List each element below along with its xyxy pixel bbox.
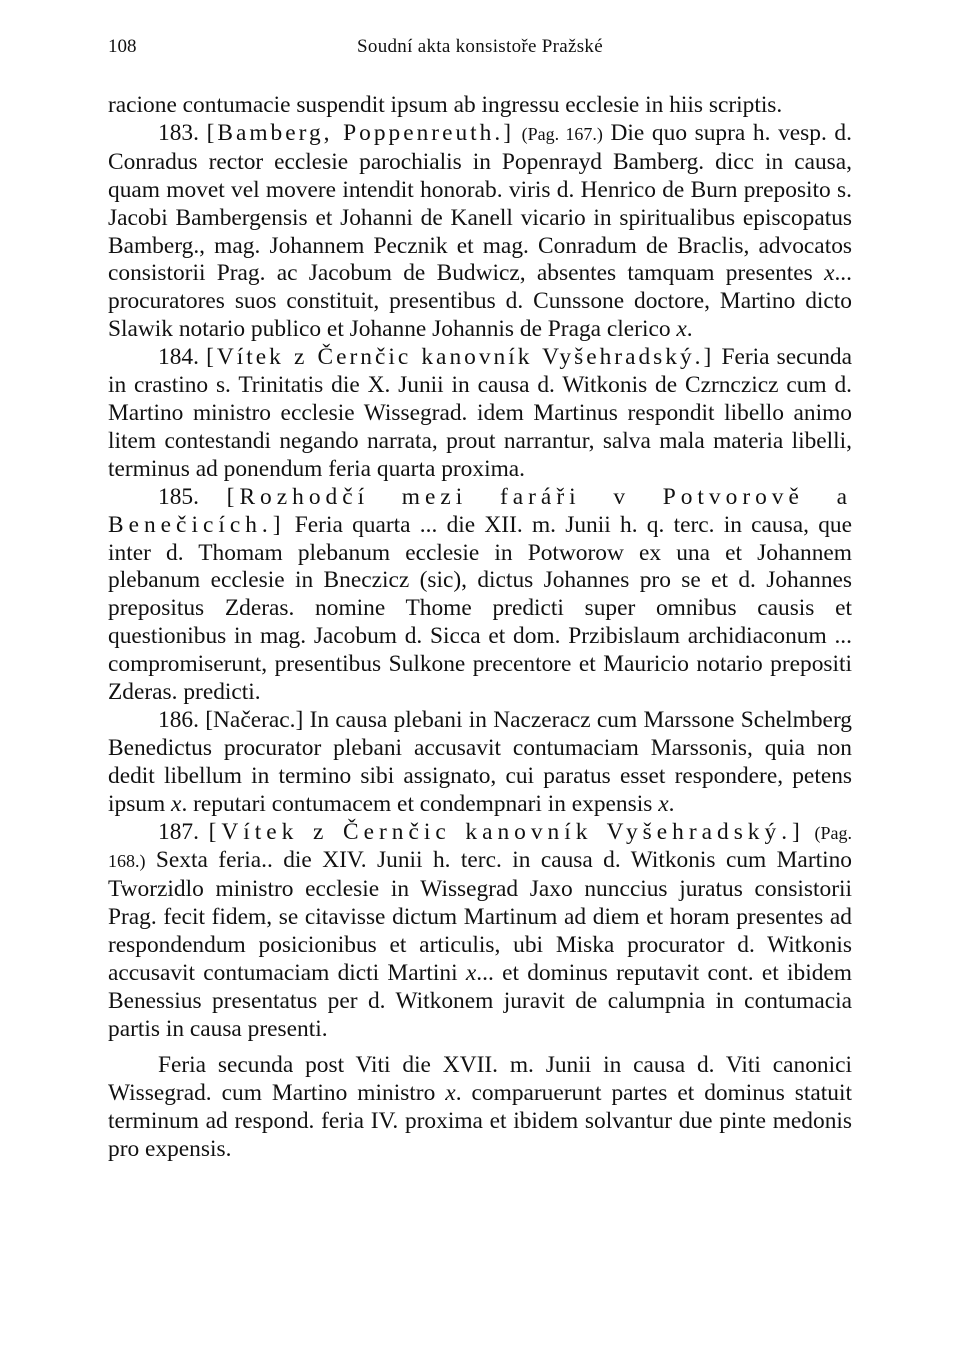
entry-number: 185. [158,483,199,510]
entry-text: In causa plebani in Naczeracz cum Marssone Schelmberg Benedictus procurator plebani accusavit contumaciam Marssonis, quia non dedit libellum in termino sibi assignato, cui paratus esset respondere, petens ipsum [108,706,853,817]
entry-text-end: . [686,316,693,343]
entry-text: ... procuratores suos constituit, presentibus d. Cunssone doctore, Martino dicto Slawik notario publico et Johanne Johannis de Praga clerico [108,260,852,343]
page-reference: (Pag. 167.) [521,123,603,144]
page-header [108,36,852,66]
entry-text: . comparuerunt partes et dominus statuit terminum ad respond. feria IV. proxima et ibidem solvantur due pinte medonis pro expensis. [108,1079,852,1162]
abbreviation-mark: x [171,790,182,817]
entry-text: Feria quarta ... die XII. m. Junii h. q. terc. in causa, que inter d. Thomam plebanum ecclesie in Potworow ex una et Johannem plebanum ecclesie in Bneczicz (sic), dictus Johannes pro se et d. Johannes prepositus Zderas. nomine Thome predicti super omnibus causis et questionibus in mag. Jacobum d. Sicca et dom. Przibislaum archidiaconum ... compromiserunt, presentibus Sulkone precentore et Mauricio notario prepositi Zderas. predicti. [108,511,852,706]
entry-title: [Rozhodčí mezi faráři v Potvorově a Benečicích.] [108,483,852,538]
abbreviation-mark: x [676,316,687,343]
entry-title: [Vítek z Černčic kanovník Vyšehradský.] [208,818,805,845]
entry-text: Die quo supra h. vesp. d. Conradus rector ecclesie parochialis in Popenrayd Bamberg. dicc in causa, quam movet vel movere intendit honorab. viris d. Henrico de Burn preposito s. Jacobi Bambergensis et Johanni de Kanell vicario in spiritualibus episcopatus Bamberg., mag. Johannem Pecznik et mag. Conradum de Braclis, advocatos consistorii Prag. ac Jacobum de Budwicz, absentes tamquam presentes [108,119,852,287]
entry-number: 186. [158,706,199,733]
abbreviation-mark: x [824,260,835,287]
entry-186 [108,707,852,819]
abbreviation-mark: x [658,790,669,817]
entry-number: 184. [158,344,199,371]
page-reference: (Pag. 168.) [108,822,852,872]
abbreviation-mark: x [445,1079,456,1106]
entry-text: Feria secunda in crastino s. Trinitatis die X. Junii in causa d. Witkonis de Czrnczicz cum d. Martino ministro ecclesie Wissegrad. idem Martinus respondit libello animo litem contestandi negando narrata, prout narrantur, salva mala materia libelli, terminus ad ponendum feria quarta proxima. [108,344,852,482]
running-title: Soudní akta konsistoře Pražské [357,36,603,57]
entry-title: [Načerac.] [205,706,304,733]
entry-text: . reputari contumacem et condempnari in expensis [181,790,659,817]
abbreviation-mark: x [465,960,477,987]
entry-183 [108,120,852,344]
entry-text: Sexta feria.. die XIV. Junii h. terc. in causa d. Witkonis cum Martino Tworzidlo ministro ecclesie in Wissegrad Jaxo nunccius juratus consistorii Prag. fecit fidem, se citavisse dictum Martinum ad diem et horam presentes ad respondendum posicionibus et articulis, ubi Miska procurator d. Witkonis accusavit contumaciam dicti Martini [108,847,852,987]
entry-187 [108,819,852,1044]
entry-185 [108,484,852,707]
entry-184 [108,344,852,484]
entry-title: [Vítek z Černčic kanovník Vyšehradský.] [206,344,715,371]
entry-number: 183. [158,119,199,146]
page-number: 108 [108,36,137,57]
entry-text: ... et dominus reputavit cont. et ibidem Benessius presentatus per d. Witkonem juravit de calumpnia in contumacia partis in causa presenti. [108,960,852,1042]
entry-title: [Bamberg, Poppenreuth.] [206,119,515,146]
paragraph-continuation [108,92,852,120]
entry-text-end: . [668,790,675,817]
document-body [108,92,852,1163]
paragraph-text: racione contumacie suspendit ipsum ab ingressu ecclesie in hiis scriptis. [108,92,783,118]
entry-feria-secunda [108,1052,852,1164]
entry-text: Feria secunda post Viti die XVII. m. Junii in causa d. Viti canonici Wissegrad. cum Martino ministro [108,1051,852,1106]
entry-number: 187. [158,818,199,845]
